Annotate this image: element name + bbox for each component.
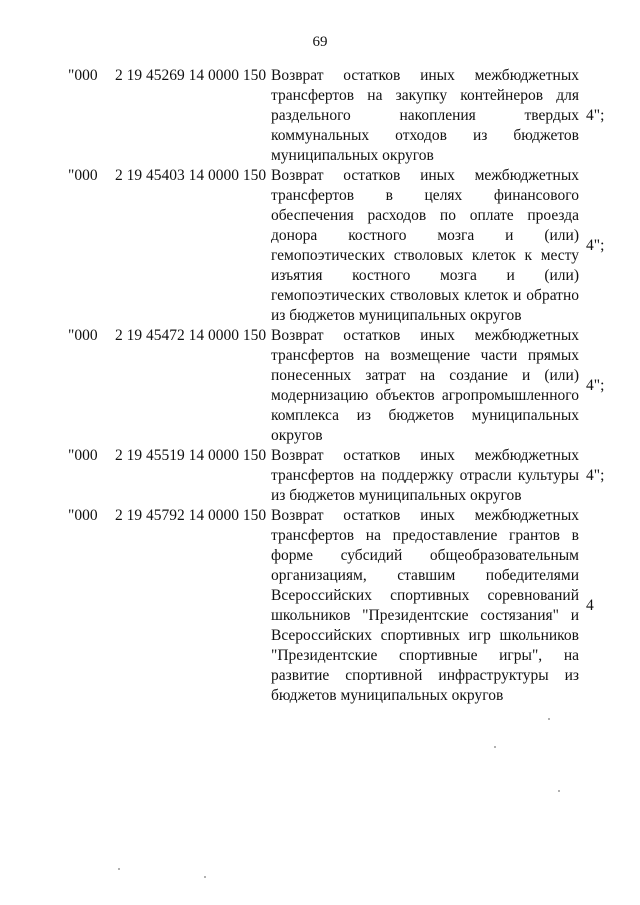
code-number: 2 19 45403 14 0000 150 <box>115 167 267 184</box>
code-suffix: 4 <box>586 597 594 614</box>
code-description: Возврат остатков иных межбюджетных трансфертов в целях финансового обеспечения расходов по оплате проезда донора костного мозга и (или) гемопоэтических стволовых клеток к месту изъятия костного мозга и (или) гемопоэтических стволовых клеток и обратно из бюджетов муниципальных округов <box>271 167 579 324</box>
code-description: Возврат остатков иных межбюджетных трансфертов на закупку контейнеров для раздельного накопления твердых коммунальных отходов из бюджетов муниципальных округов <box>271 67 579 164</box>
list-item <box>0 326 640 446</box>
budget-code <box>68 326 266 346</box>
budget-code <box>68 66 266 86</box>
scan-speck <box>548 718 550 720</box>
code-prefix: "000 <box>68 67 98 84</box>
code-prefix: "000 <box>68 167 98 184</box>
scan-speck <box>494 746 496 748</box>
budget-code <box>68 446 266 466</box>
list-item <box>0 166 640 326</box>
code-description: Возврат остатков иных межбюджетных трансфертов на возмещение части прямых понесенных затрат на создание и (или) модернизацию объектов агропромышленного комплекса из бюджетов муниципальных округов <box>271 327 579 444</box>
scan-speck <box>118 868 120 870</box>
list-item <box>0 506 640 706</box>
code-suffix: 4"; <box>586 377 605 394</box>
page-number: 69 <box>312 34 328 50</box>
code-prefix: "000 <box>68 327 98 344</box>
classification-codes-list <box>0 66 640 706</box>
code-number: 2 19 45519 14 0000 150 <box>115 447 267 464</box>
list-item <box>0 446 640 506</box>
code-description: Возврат остатков иных межбюджетных трансфертов на предоставление грантов в форме субсидий общеобразовательным организациям, ставшим победителями Всероссийских спортивных соревнований школьников "Президентские состязания" и Всероссийских спортивных игр школьников "Президентские спортивные игры", на развитие спортивной инфраструктуры из бюджетов муниципальных округов <box>271 507 579 704</box>
code-number: 2 19 45269 14 0000 150 <box>115 67 267 84</box>
code-number: 2 19 45472 14 0000 150 <box>115 327 267 344</box>
code-description: Возврат остатков иных межбюджетных трансфертов на поддержку отрасли культуры из бюджетов муниципальных округов <box>271 447 579 504</box>
code-prefix: "000 <box>68 507 98 524</box>
code-number: 2 19 45792 14 0000 150 <box>115 507 267 524</box>
budget-code <box>68 506 266 526</box>
scan-speck <box>204 876 206 878</box>
code-prefix: "000 <box>68 447 98 464</box>
code-suffix: 4"; <box>586 107 605 124</box>
code-suffix: 4"; <box>586 467 605 484</box>
scan-speck <box>558 790 560 792</box>
code-suffix: 4"; <box>586 237 605 254</box>
list-item <box>0 66 640 166</box>
budget-code <box>68 166 266 186</box>
